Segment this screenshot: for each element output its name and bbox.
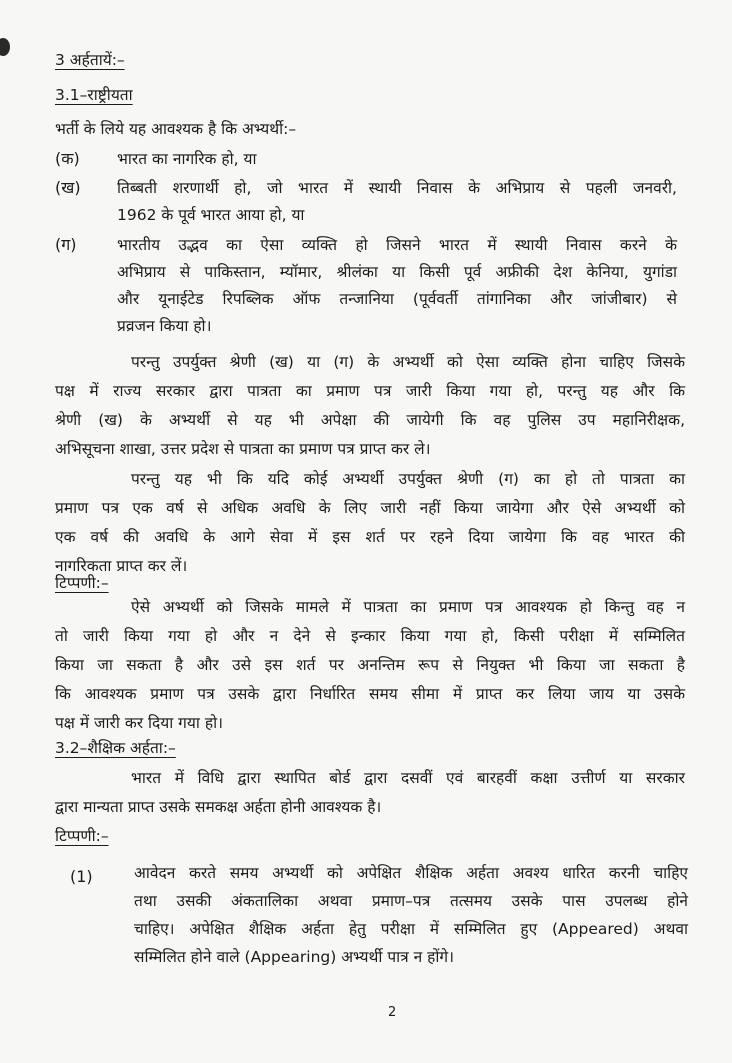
note-heading: टिप्पणी:– (55, 574, 109, 592)
paragraph-line: परन्तु यह भी कि यदि कोई अभ्यर्थी उपर्युक्त श्रेणी (ग) का हो तो पात्रता का (131, 470, 685, 488)
item-line: और यूनाईटेड रिपब्लिक ऑफ तन्जानिया (पूर्ववर्ती तांगानिका और जांजीबार) से (117, 290, 677, 308)
item-marker: (क) (55, 149, 80, 168)
note-line: ऐसे अभ्यर्थी को जिसके मामले में पात्रता का प्रमाण पत्र आवश्यक हो किन्तु वह न (131, 598, 685, 616)
item-marker: (ग) (55, 235, 77, 254)
note-line: तो जारी किया गया हो और न देने से इन्कार किया गया हो, किसी परीक्षा में सम्मिलित (55, 627, 685, 645)
paragraph-line: नागरिकता प्राप्त कर लें। (55, 557, 188, 575)
paragraph-line: परन्तु उपर्युक्त श्रेणी (ख) या (ग) के अभ्यर्थी को ऐसा व्यक्ति होना चाहिए जिसके (131, 353, 685, 371)
subsection-heading-nationality: 3.1–राष्ट्रीयता (55, 86, 133, 104)
item-line: प्रव्रजन किया हो। (117, 317, 212, 335)
note-item-line: सम्मिलित होने वाले (Appearing) अभ्यर्थी पात्र न होंगे। (134, 948, 455, 966)
paragraph-line: पक्ष में राज्य सरकार द्वारा पात्रता का प्रमाण पत्र जारी किया गया हो, परन्तु यह और कि (55, 382, 685, 400)
section-heading: 3 अर्हतायें:– (55, 51, 125, 69)
paragraph-line: द्वारा मान्यता प्राप्त उसके समकक्ष अर्हता होनी आवश्यक है। (55, 798, 382, 816)
page-number: 2 (388, 1005, 397, 1020)
note-item-line: तथा उसकी अंकतालिका अथवा प्रमाण–पत्र तत्समय उसके पास उपलब्ध होने (134, 892, 688, 910)
intro-text: भर्ती के लिये यह आवश्यक है कि अभ्यर्थी:– (55, 120, 297, 138)
paragraph-line: श्रेणी (ख) के अभ्यर्थी से यह भी अपेक्षा की जायेगी कि वह पुलिस उप महानिरीक्षक, (55, 411, 685, 429)
item-marker: (ख) (55, 178, 81, 197)
punch-hole (0, 38, 10, 56)
note-line: कि आवश्यक प्रमाण पत्र उसके द्वारा निर्धारित समय सीमा में प्राप्त कर लिया जाय या उसके (55, 685, 685, 703)
item-marker: (1) (70, 867, 93, 886)
item-line: तिब्बती शरणार्थी हो, जो भारत में स्थायी निवास के अभिप्राय से पहली जनवरी, (117, 179, 677, 197)
subsection-heading-education: 3.2–शैक्षिक अर्हता:– (55, 739, 176, 757)
note-heading: टिप्पणी:– (55, 827, 109, 845)
paragraph-line: एक वर्ष की अवधि के आगे सेवा में इस शर्त पर रहने दिया जायेगा कि वह भारत की (55, 528, 685, 546)
item-line: अभिप्राय से पाकिस्तान, म्यॉमार, श्रीलंका या किसी पूर्व अफ्रीकी देश केनिया, युगांडा (117, 263, 677, 281)
paragraph-line: प्रमाण पत्र एक वर्ष से अधिक अवधि के लिए जारी नहीं किया जायेगा और ऐसे अभ्यर्थी को (55, 499, 685, 517)
note-item-line: चाहिए। अपेक्षित शैक्षिक अर्हता हेतु परीक्षा में सम्मिलित हुए (Appeared) अथवा (134, 920, 688, 938)
note-line: पक्ष में जारी कर दिया गया हो। (55, 714, 223, 732)
note-line: किया जा सकता है और उसे इस शर्त पर अनन्तिम रूप से नियुक्त भी किया जा सकता है (55, 656, 685, 674)
item-line: भारत का नागरिक हो, या (117, 150, 257, 168)
note-item-line: आवेदन करते समय अभ्यर्थी को अपेक्षित शैक्षिक अर्हता अवश्य धारित करनी चाहिए (134, 864, 688, 882)
item-line: 1962 के पूर्व भारत आया हो, या (117, 206, 305, 224)
paragraph-line: अभिसूचना शाखा, उत्तर प्रदेश से पात्रता का प्रमाण पत्र प्राप्त कर ले। (55, 440, 431, 458)
item-line: भारतीय उद्भव का ऐसा व्यक्ति हो जिसने भारत में स्थायी निवास करने के (117, 236, 677, 254)
paragraph-line: भारत में विधि द्वारा स्थापित बोर्ड द्वारा दसवीं एवं बारहवीं कक्षा उत्तीर्ण या सरकार (131, 769, 685, 787)
